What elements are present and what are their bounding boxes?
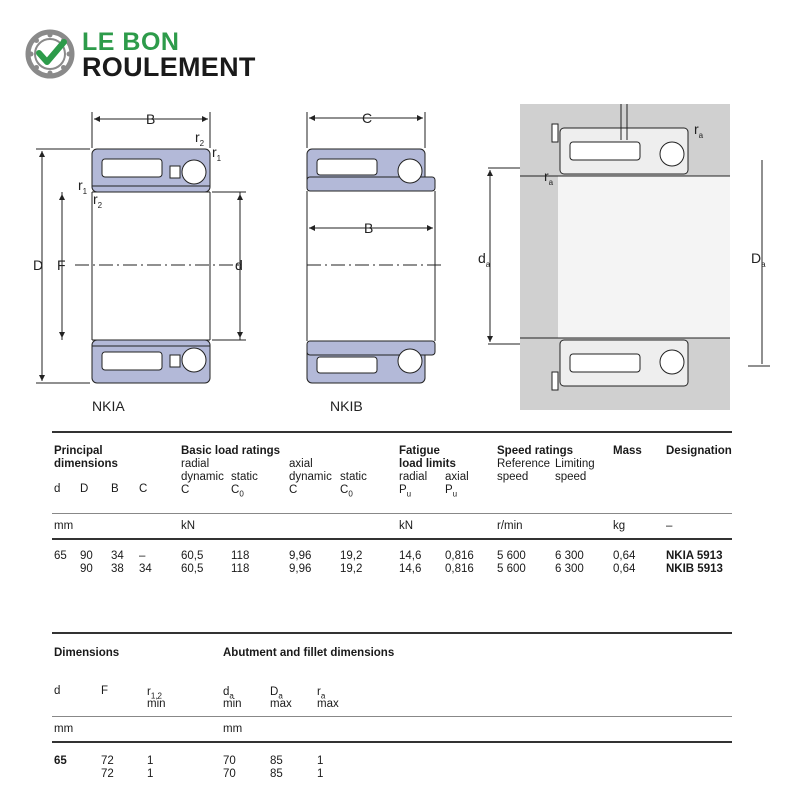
hdr-reference: Reference <box>497 458 551 470</box>
nkib-caption: NKIB <box>330 398 363 414</box>
hdr-abutment: Abutment and fillet dimensions <box>223 647 395 659</box>
hdr-designation: Designation <box>666 445 732 457</box>
hdr-axial: axial <box>289 458 313 470</box>
hdr-Da-max: max <box>270 698 292 710</box>
divider <box>52 741 732 743</box>
unit-mm: mm <box>54 520 74 532</box>
cell-ra: 1 <box>317 768 324 780</box>
cell-d: 65 <box>54 755 67 767</box>
check-bearing-icon <box>24 28 76 80</box>
cell-c0: 118 <box>231 550 250 562</box>
hdr-D: D <box>80 483 89 495</box>
cell-mass: 0,64 <box>613 563 636 575</box>
cell-D: 90 <box>80 563 93 575</box>
cell-Da: 85 <box>270 768 283 780</box>
nkia-r1b-label: $r_1$ <box>78 177 88 196</box>
hdr-r12-min: min <box>147 698 166 710</box>
cell-pu-a: 0,816 <box>445 563 474 575</box>
hdr-Pu1: $P_u$ <box>399 484 412 499</box>
cell-c0: 118 <box>231 563 250 575</box>
hdr-da-min: min <box>223 698 242 710</box>
cell-lim: 6 300 <box>555 550 584 562</box>
cell-ca: 9,96 <box>289 550 312 562</box>
cell-da: 70 <box>223 755 236 767</box>
hdr-static1: static <box>231 471 258 483</box>
hdr-load-limits: load limits <box>399 458 456 470</box>
cell-F: 72 <box>101 768 114 780</box>
hdr-ra-max: max <box>317 698 339 710</box>
divider <box>52 538 732 540</box>
mounting-dimension-lines <box>480 160 780 380</box>
unit-kg: kg <box>613 520 626 532</box>
cell-ca: 9,96 <box>289 563 312 575</box>
hdr-principal: Principal <box>54 445 103 457</box>
nkib-c-label: C <box>362 110 373 126</box>
divider <box>52 716 732 717</box>
cell-ref: 5 600 <box>497 563 526 575</box>
nkia-d-label: d <box>235 257 243 273</box>
cell-pu-r: 14,6 <box>399 563 422 575</box>
nkia-r1-label: $r_1$ <box>212 144 222 163</box>
hdr-speed: Speed ratings <box>497 445 574 457</box>
hdr-f-axial: axial <box>445 471 469 483</box>
hdr-f-radial: radial <box>399 471 428 483</box>
nkia-F-label: F <box>57 257 66 273</box>
divider <box>52 632 732 634</box>
cell-c-dyn: 60,5 <box>181 563 204 575</box>
nkia-r2-label: $r_2$ <box>195 129 205 148</box>
cell-c0a: 19,2 <box>340 563 363 575</box>
nkia-D-label: D <box>33 257 44 273</box>
hdr-B: B <box>111 483 119 495</box>
cell-c-dyn: 60,5 <box>181 550 204 562</box>
logo-line1: LE BON <box>82 28 180 56</box>
cell-r12: 1 <box>147 755 154 767</box>
nkia-caption: NKIA <box>92 398 125 414</box>
unit-kN: kN <box>399 520 414 532</box>
unit-kN: kN <box>181 520 196 532</box>
cell-c0a: 19,2 <box>340 550 363 562</box>
hdr-d: d <box>54 483 61 495</box>
cell-B: 38 <box>111 563 124 575</box>
cell-pu-r: 14,6 <box>399 550 422 562</box>
cell-Da: 85 <box>270 755 283 767</box>
unit-mm: mm <box>223 723 243 735</box>
logo-line2: ROULEMENT <box>82 52 256 82</box>
hdr-radial: radial <box>181 458 210 470</box>
cell-pu-a: 0,816 <box>445 550 474 562</box>
hdr-Da: $D_a$ <box>270 686 283 701</box>
unit-mm: mm <box>54 723 74 735</box>
mount-da-label: $d_a$ <box>478 250 491 269</box>
cell-r12: 1 <box>147 768 154 780</box>
hdr-r12: $r_{1,2}$ <box>147 686 162 701</box>
hdr-basic: Basic load ratings <box>181 445 281 457</box>
cell-lim: 6 300 <box>555 563 584 575</box>
divider <box>52 431 732 433</box>
hdr-ref-speed: speed <box>497 471 529 483</box>
hdr-dimensions: Dimensions <box>54 647 120 659</box>
cell-F: 72 <box>101 755 114 767</box>
hdr-C: C <box>139 483 148 495</box>
mount-ra-left-label: $r_a$ <box>544 168 554 187</box>
hdr-C2: C <box>289 484 298 496</box>
unit-dash: – <box>666 520 673 532</box>
nkia-r2b-label: $r_2$ <box>93 191 103 210</box>
hdr-limiting: Limiting <box>555 458 595 470</box>
hdr-lim-speed: speed <box>555 471 587 483</box>
cell-C: – <box>139 550 146 562</box>
hdr-da: $d_a$ <box>223 686 234 701</box>
cell-ra: 1 <box>317 755 324 767</box>
hdr-dimensions: dimensions <box>54 458 118 470</box>
hdr-Pu2: $P_u$ <box>445 484 458 499</box>
nkib-b-label: B <box>364 220 374 236</box>
cell-mass: 0,64 <box>613 550 636 562</box>
cell-D: 90 <box>80 550 93 562</box>
cell-da: 70 <box>223 768 236 780</box>
hdr-dynamic1: dynamic <box>181 471 224 483</box>
nkib-drawing <box>280 100 460 420</box>
mount-Da-label: $D_a$ <box>751 250 766 269</box>
hdr-mass: Mass <box>613 445 642 457</box>
hdr-ra: $r_a$ <box>317 686 326 701</box>
hdr-C0-2: $C_0$ <box>340 484 353 499</box>
divider <box>52 513 732 514</box>
hdr-fatigue: Fatigue <box>399 445 440 457</box>
unit-rmin: r/min <box>497 520 523 532</box>
mount-ra-top-label: $r_a$ <box>694 121 704 140</box>
hdr-C1: C <box>181 484 190 496</box>
cell-designation: NKIA 5913 <box>666 550 723 562</box>
hdr-dynamic2: dynamic <box>289 471 332 483</box>
cell-B: 34 <box>111 550 124 562</box>
cell-designation: NKIB 5913 <box>666 563 723 575</box>
hdr-C0-1: $C_0$ <box>231 484 244 499</box>
hdr-F: F <box>101 685 109 697</box>
hdr-static2: static <box>340 471 367 483</box>
nkia-b-label: B <box>146 111 156 127</box>
cell-C: 34 <box>139 563 152 575</box>
cell-d: 65 <box>54 550 67 562</box>
cell-ref: 5 600 <box>497 550 526 562</box>
hdr-d: d <box>54 685 61 697</box>
